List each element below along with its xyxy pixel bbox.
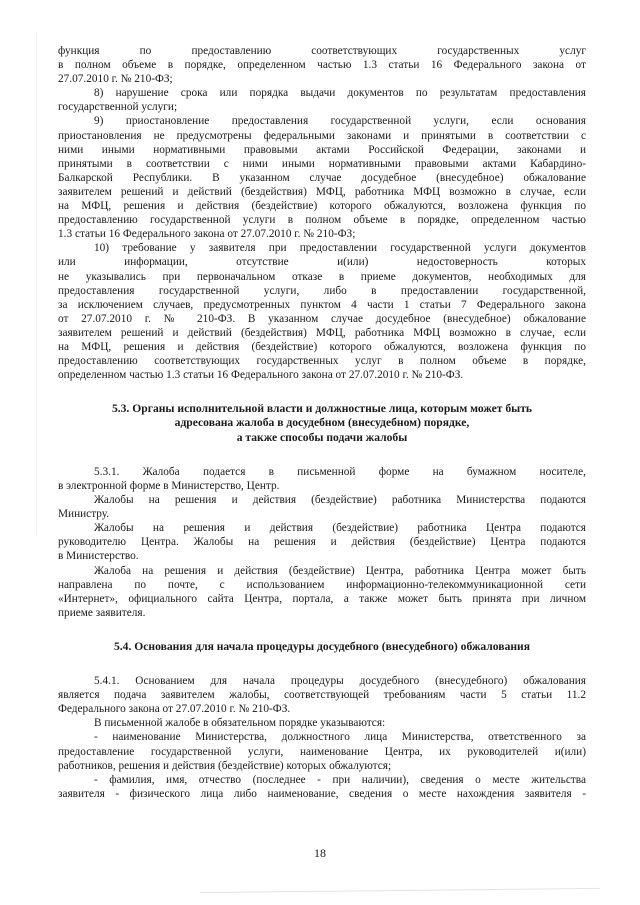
text-line: - фамилия, имя, отчество (последнее - при наличии), сведения о месте жительства <box>94 773 586 786</box>
document-page <box>58 44 586 801</box>
text-line: определенном частью 1.3 статьи 16 Федерального закона от 27.07.2010 г. № 210-ФЗ. <box>58 369 464 382</box>
text-line: «Интернет», официального сайта Центра, портала, а также может быть принята при личном <box>58 592 586 605</box>
text-line: приеме заявителя. <box>58 606 146 619</box>
text-line: Жалобы на решения и действия (бездействие) работника Центра подаются <box>94 522 586 535</box>
section-5-3-body <box>58 465 586 620</box>
text-line: приостановления не предусмотрены федеральными законами и принятыми в соответствии с <box>58 129 586 142</box>
text-line: заявителем решений и действий (бездействия) МФЦ, работника МФЦ возможно в случае, если <box>58 185 586 198</box>
text-line: является подача заявителем жалобы, соответствующей требованиям части 5 статьи 11.2 <box>58 689 586 702</box>
text-line: на МФЦ, решения и действия (бездействие) которого обжалуются, возложена функция по <box>58 340 586 353</box>
text-line: ними иными нормативными правовыми актами Российской Федерации, законами и <box>58 143 586 156</box>
text-line: руководителю Центра. Жалобы на решения и действия (бездействие) Центра подаются <box>58 536 586 549</box>
text-line: от 27.07.2010 г. № 210-ФЗ. В указанном случае досудебное (внесудебное) обжалование <box>58 312 586 325</box>
text-line: Жалобы на решения и действия (бездействие) работника Министерства подаются <box>94 494 586 507</box>
text-line: 5.4.1. Основанием для начала процедуры досудебного (внесудебного) обжалования <box>94 675 586 688</box>
text-line: 27.07.2010 г. № 210-ФЗ; <box>58 73 173 86</box>
text-line: 10) требование у заявителя при предоставлении государственной услуги документов <box>94 242 586 255</box>
text-line: не указывались при первоначальном отказе в приеме документов, необходимых для <box>58 270 586 283</box>
text-line: функция по предоставлению соответствующих государственных услуг <box>58 45 586 57</box>
text-line: в электронной форме в Министерство, Центр. <box>58 479 280 492</box>
text-line: заявителем решений и действий (бездействия) МФЦ, работника МФЦ возможно в случае, если <box>58 326 586 339</box>
text-line: 1.3 статьи 16 Федерального закона от 27.07.2010 г. № 210-ФЗ; <box>58 228 356 241</box>
heading-line: 5.3. Органы исполнительной власти и должностные лица, которым может быть <box>111 402 533 416</box>
text-line: 9) приостановление предоставления государственной услуги, если основания <box>94 115 586 128</box>
text-line: или информации, отсутствие и(или) недостоверность которых <box>58 256 586 269</box>
heading-line: а также способы подачи жалобы <box>236 430 408 444</box>
text-line: Жалоба на решения и действия (бездействие) Центра, работника Центра может быть <box>94 564 586 577</box>
text-line: Федерального закона от 27.07.2010 г. № 210-ФЗ. <box>58 703 291 716</box>
heading-line: адресована жалоба в досудебном (внесудебном) порядке, <box>174 416 470 430</box>
text-line: В письменной жалобе в обязательном порядке указываются: <box>94 717 386 730</box>
text-line: Министру. <box>58 508 110 521</box>
text-line: 8) нарушение срока или порядка выдачи документов по результатам предоставления <box>94 87 586 100</box>
scan-edge-line <box>36 34 37 534</box>
text-line: в Министерство. <box>58 550 139 563</box>
text-line: заявителя - физического лица либо наименование, сведения о месте нахождения заявителя - <box>58 787 586 800</box>
text-line: 5.3.1. Жалоба подается в письменной форме на бумажном носителе, <box>94 465 586 478</box>
text-line: направлена по почте, с использованием информационно-телекоммуникационной сети <box>58 578 586 591</box>
text-line: предоставлению государственной услуги в полном объеме в порядке, определенном частью <box>58 214 586 227</box>
text-line: предоставление государственной услуги, наименование Центра, их руководителей и(или) <box>58 745 586 758</box>
text-line: предоставления государственной услуги, либо в предоставлении государственной, <box>58 284 586 297</box>
text-line: предоставлению соответствующих государственных услуг в полном объеме в порядке, <box>58 355 586 368</box>
text-line: работников, решения и действия (бездействие) которых обжалуются; <box>58 759 392 772</box>
section-5-2-continuation <box>58 44 586 382</box>
text-line: принятыми в соответствии с ними иными нормативными правовыми актами Кабардино- <box>58 157 586 170</box>
section-5-4-body <box>58 674 586 801</box>
text-line: государственной услуги; <box>58 101 178 114</box>
scan-edge-line <box>200 888 600 893</box>
text-line: - наименование Министерства, должностного лица Министерства, ответственного за <box>94 731 586 744</box>
text-line: Балкарской Республики. В указанном случае досудебное (внесудебное) обжалование <box>58 171 586 184</box>
text-line: на МФЦ, решения и действия (бездействие) которого обжалуются, возложена функция по <box>58 200 586 213</box>
text-line: за исключением случаев, предусмотренных пунктом 4 части 1 статьи 7 Федерального закона <box>58 298 586 311</box>
text-line: в полном объеме в порядке, определенном частью 1.3 статьи 16 Федерального закона от <box>58 59 586 72</box>
section-heading-5-4: 5.4. Основания для начала процедуры досудебного (внесудебного) обжалования <box>113 639 531 653</box>
section-heading-5-3 <box>58 402 586 445</box>
page-number: 18 <box>314 846 326 860</box>
